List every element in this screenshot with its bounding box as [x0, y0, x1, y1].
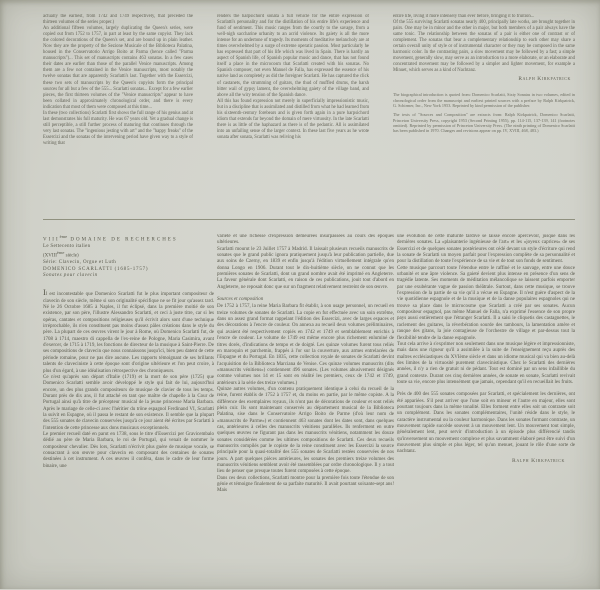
- french-column-3: [397, 234, 575, 590]
- credit-note: The texts of "Sources and Composition" are extracts from: Ralph Kirkpatrick, Domenico Scarlatti, Princeton University Press, copyright 1953 (Second Printing 1955), pp. 114-115, 137-139, 141 (footnotes omitted). Reprinted by permission of Princeton University Press. (The ninth printing of Domenico Scarlatti has been published in 1970. Changes and revisions appear on pp. IV, XVIII, 468, 483.): [393, 112, 575, 134]
- page-title: Le Settecento italien: [43, 244, 91, 249]
- french-column-2: [217, 234, 394, 590]
- author-signature: Ralph Kirkpatrick: [518, 76, 571, 83]
- credit-note: The biographical introduction is quoted from: Domenico Scarlatti, Sixty Sonatas in two volumes, edited in chronological order from the manuscript and earliest printed sources with a preface by Ralph Kirkpatrick, G. Schirmer, Inc., New York 1953. Reprinted by kind permission of the publisher.: [393, 92, 575, 109]
- french-paragraph: Ce n'est qu'après son départ d'Italie (1719) et la mort de son père (1725) que Domenico Scarlatti semble avoir développé le style qui fait de lui, aujourd'hui encore, un des plus grands compositeurs de musique de clavier de tous les temps. Durant près de dix ans, il fut attaché en tant que maître de chapelle à la Cour de Portugal ainsi qu'à titre de précepteur musical de la jeune princesse Maria Barbara. Après le mariage de celle-ci avec l'héritier du trône espagnol Ferdinand VI, Scarlatti la suivit en Espagne, où il passa le restant de son existence. Il semble que la plupart des 555 sonates de clavecin conservées jusqu'à ce jour aient été écrites par Scarlatti à l'intention de cette princesse aux dons musicaux exceptionnels.: [43, 374, 214, 431]
- english-paragraph: In these (two collections) Scarlatti first shows the full range of his genius and at last demonstrates his full maturity. He was 67 years old. Yet a gradual change is still perceptible, a still further process of maturing that continues through the very last sonatas. The "ingenious jesting with art" and the "happy freaks" of the Essercizi and the sonatas of the intervening period have given way to a style of writing that: [43, 110, 193, 146]
- french-paragraph: Tout cela arrive à s'exprimer non seulement dans une musique légère et impressionniste, mais dans une rigueur qu'il a assimilée à la suite de l'enseignement reçu auprès des maîtres ecclésiastiques du XVIème siècle et dans un idiome musical qui va bien au-delà des limites de la virtuosité purement clavecinistique. Chez le Scarlatti des dernières années, il n'y a rien de gratuit ni de pédant. Tout est dominé par un sens infaillible du grand contexte. Durant ces cinq dernières années, de sonate en sonate, Scarlatti revivait toute sa vie, encore plus intensément que jamais, cependant qu'il en recueillait les fruits.: [397, 341, 575, 385]
- english-column-2: [217, 14, 369, 198]
- english-section: [43, 14, 575, 198]
- section-divider-rule: [43, 219, 575, 220]
- french-paragraph: De 1752 à 1757, la reine Maria Barbara fit établir, à son usage personnel, un recueil en treize volumes de sonates de Scarlatti. La copie en fut effectuée avec un soin extrême, dans un assez grand format rappelant l'édition des Essercizi, avec de larges espaces et des décorations à l'encre de couleur. On annexa au recueil deux volumes préliminaires, qui avaient été respectivement copiés en 1742 et 1749 et semblablement enrichis à l'encre de couleur. Le volume de 1749 est même encore plus richement enluminé de titres dorés, d'indications de tempo et de doigté. Les quinze volumes furent tous reliés en maroquin et parchemin, frappés à l'or sur la couverture, aux armes entrelacées de l'Espagne et du Portugal. En 1835, cette collection royale de sonates de Scarlatti devint l'acquisition de la Biblioteca Marciana de Venise. Ces quinze volumes manuscrits (dits «manuscrits vénitiens») contiennent 496 sonates. (Les volumes abusivement désignés comme volumes nos 14 et 15 sont en réalité les premiers, ceux de 1742 et 1749, antérieurs à la série des treize volumes.): [217, 304, 394, 386]
- english-paragraph: Of the 555 surviving Scarlatti sonatas nearly 400, principally late works, are brought together in pairs. One may be in minor and the other in major, but both members of a pair always have the same tonic. The relationship between the sonatas of a pair is either one of contrast or of complement. The sonatas that bear a complementary relationship to each other may share a certain overall unity of style or of instrumental character or they may be composed in the same harmonic color. In the contrasting pairs, a slow movement may be followed by a fast; a simple movement, generally slow, may serve as an introduction to a more elaborate, or an elaborate and concentrated movement may be followed by a simpler and lighter movement, for example a Minuet, which serves as a kind of Nachtanz.: [393, 20, 575, 74]
- french-column-1-body: [43, 289, 214, 470]
- sources-subheading: Sources et composition: [217, 297, 264, 303]
- french-paragraph: Cette musique parcourt toute l'étendue entre le raffiné et le sauvage, entre une douce urbanité et une âpre violence. Sa gaieté devient plus intense en présence d'un sens de tragédie latente. Ses moments de méditation mélancolique se laissent parfois emporter par une exubérante vague de passion théâtrale. Surtout, dans cette musique, se trouve l'expression de la partie de sa vie qu'il a vécue en Espagne. Il n'est guère d'aspect de la vie quotidienne espagnole et de la musique et de la danse populaires espagnoles qui ne trouve sa place dans le microcosme que Scarlatti a créé par ses sonates. Aucun compositeur espagnol, pas même Manuel de Falla, n'a exprimé l'essence de son propre pays aussi entièrement que l'étranger Scarlatti. Il a saisi le cliquetis des castagnettes, le raclement des guitares, la réverbération sourde des tambours, la lamentation amère et rauque des gitans, la joie contagieuse de l'orchestre de village et par-dessus tout la flexibilité tendre de la danse espagnole.: [397, 265, 575, 341]
- english-paragraph: actually the earliest, from 1742 and 1749 respectively, that preceded the thirteen volumes of the series proper.): [43, 14, 193, 26]
- work-title: Sonates pour clavecin: [43, 273, 98, 279]
- french-paragraph: Quinze autres volumes, d'un contenu pratiquement identique à celui du recueil de la reine, furent établis de 1752 à 1757 et, du moins en partie, par le même copiste. A la différence des exemplaires royaux, ils n'ont pas de décorations de couleur et sont reliés plein cuir. Ils sont maintenant conservés au département musical de la Biblioteca Palatina, sise dans le Conservatoire Arrigo Boito de Parme (d'où leur nom de «manuscrits de Parme») et contiennent 463 sonates dont les dates sont, dans quelques cas, antérieures à celles des manuscrits vénitiens parallèles. Ils renferment en outre quelques œuvres ne figurant pas dans les manuscrits vénitiens, notamment les douze sonates considérées comme les ultimes compositions de Scarlatti. Ces deux recueils manuscrits compilés par le copiste de la reine constituent avec les Essercizi la source principale pour la quasi-totalité des 555 sonates de Scarlatti restées conservées de nos jours. A part quelques pièces antérieures, les sonates des premiers treize volumes des manuscrits vénitiens semblent avoir été rassemblées par ordre chronologique. Il y a tout lieu de penser que presque toutes furent composées à cette époque.: [217, 386, 394, 475]
- author-signature: Ralph Kirkpatrick: [511, 457, 565, 464]
- french-paragraph: une évolution de cette maturité tardive se laisse encore apercevoir, jusque dans les dernières sonates. La «plaisanterie ingénieuse de l'art» et les «joyeux caprices» de ses Essercizi et de quelques sonates postérieures ont cédé devant un style d'écriture qui rend la sonate de Scarlatti un moyen parfait pour l'expression complète de sa personnalité et pour la distillation de toute l'expérience de sa vie et de tout son fonds de sentiment.: [397, 234, 575, 265]
- french-section: [43, 234, 575, 590]
- english-paragraph: entire life, living it more intensely than ever before, bringing it to fruition...: [393, 14, 535, 19]
- english-paragraph: An additional fifteen volumes, largely duplicating the Queen's series, were copied out from 1752 to 1757, in part at least by the same copyist. They lack the colored decorations of the Queen's set, and are bound up in plain leather. Now they are the property of the Sezione Musicale of the Biblioteca Palatina, housed in the Conservatorio Arrigo Boito at Parma (hence called "Parma manuscripts")... This set of manuscripts contains 463 sonatas. In a few cases their dates are earlier than those of the parallel Venice manuscripts. Among them are a few not contained in the Venice manuscripts, most notably the twelve sonatas that are apparently Scarlatti's last. Together with the Essercizi, these two sets of manuscripts by the Queen's copyists form the principal sources for all but a few of the 555... Scarlatti sonatas... Except for a few earlier pieces, the first thirteen volumes of the "Venice manuscripts" appear to have been collated in approximately chronological order, and there is every indication that most of them were composed at this time...: [43, 26, 193, 110]
- french-column-1: [43, 234, 214, 590]
- liner-notes-page: [43, 14, 575, 590]
- composer-name: DOMENICO SCARLATTI (1685-1757): [43, 266, 149, 272]
- french-paragraph: Le premier recueil daté en parut en 1738, sous le titre d'Essercizi per Gravicembalo dédié au père de Maria Barbara, le roi de Portugal, qui venait de nommer le compositeur chevalier. Dès lors, Scarlatti n'écrivit plus guère de musique vocale, se consacrant à son œuvre pour clavecin en composant des centaines de sonates destinées à cet instrument. A ces œuvres il conféra, dans le cadre de leur forme binaire, une: [43, 431, 214, 469]
- french-paragraph: Près de 400 des 555 sonates composées par Scarlatti, et spécialement les dernières, ont été appariées. S'il peut arriver que l'une soit en mineur et l'autre en majeur, elles sont pourtant toujours dans la même tonalité. Elles forment entre elles soit un contraste soit un complément. Dans les sonates complémentaires, l'unité réside dans le style, le caractère instrumental ou la couleur harmonique. Dans les sonates formant contraste, un mouvement rapide succède souvent à un mouvement lent. Un mouvement tout simple, généralement lent, peut servir d'introduction à un épisode plus différencié tandis qu'inversement un mouvement complexe et plus savamment élaboré peut être suivi d'un mouvement plus simple et plus léger, tel qu'un menuet, jouant le rôle d'une sorte de nachtanz.: [397, 392, 575, 455]
- series-domain-line: VIIIème DOMAINE DE RECHERCHES: [43, 234, 178, 243]
- french-paragraph: Il est incontestable que Domenico Scarlatti fut le plus important compositeur de clavecin de son siècle, même si son originalité spécifique ne se fit jour qu'assez tard. Né le 26 Octobre 1685 à Naples, il fut éclipsé, dans la première moitié de son existence, par son père, l'illustre Alessandro Scarlatti, et ceci à juste titre, car si les opéras, cantates et compositions religieuses qu'il écrivit alors sont d'une technique irréprochable, ils n'en constituent pas moins d'assez pâles créations dans le style du père. La plupart de ces œuvres virent le jour à Rome, où Domenico Scarlatti fut, de 1708 à 1714, maestro di cappella de l'ex-reine de Pologne, Maria Casimira, avant d'exercer, de 1715 à 1719, les fonctions de directeur de la musique à Saint-Pierre. De ses compositions de clavecin que nous connaissons jusqu'ici, bien peu datent de cette période romaine, pour ne pas dire aucune. Les rapports témoignant de ses brillants talents de claveciniste à cette époque sont d'origine ultérieure et l'on peut croire, à plus d'un égard, à une idéalisation rétrospective des chroniqueurs.: [43, 287, 214, 374]
- credits-block: [393, 92, 575, 133]
- english-paragraph: All this has found expression not merely in superficially impressionistic music, but in a discipline that is assimilated and distilled from what he had learned from his sixteenth-century forebears and is given forth again in a pure harpsichord idiom that extends far beyond the domain of mere virtuosity. In the late Scarlatti there is as little of the haphazard as there is of the pedantic. All is assimilated into an unfailing sense of the larger context. In these last five years as he wrote sonata after sonata, Scarlatti was reliving his: [217, 98, 369, 140]
- english-column-1: [43, 14, 193, 198]
- title-block: [43, 234, 214, 279]
- english-column-3: [393, 14, 575, 198]
- french-paragraph: Scarlatti mourut le 23 Juillet 1757 à Madrid. Il laissait plusieurs recueils manuscrits de sonates que le grand public ignora pratiquement jusqu'à leur publication partielle, due aux soins de Czerny, en 1839 et enfin jusqu'à l'édition virtuellement intégrale qu'en donna Longo en 1906. Durant tout le dix-huitième siècle, on ne connut que les premières sonates de Scarlatti, dont un grand nombre avait été imprimé en Angleterre. La faveur générale dont Scarlatti, en raison de ces publications, jouit tout d'abord en Angleterre, ne reposait donc que sur un fragment relativement restreint de son œuvre.: [217, 246, 394, 290]
- french-paragraph: Dans ces deux collections, Scarlatti montre pour la première fois toute l'étendue de son génie et témoigne finalement de sa parfaite maturité. Il avait pourtant soixante-sept ans! Mais: [217, 475, 394, 494]
- page-subtitle: (XVIIIème siècle): [43, 250, 79, 259]
- french-paragraph: variété et une richesse d'expression demeurées insurpassées au cours des époques ultérieures.: [217, 234, 394, 246]
- series-instruments-line: Série: Clavecin, Orgue et Luth: [43, 260, 117, 266]
- english-paragraph: renders the harpsichord sonata a full vehicle for the entire expression of Scarlatti's personality and for the distillation of his entire life's experience and fund of sentiment. This music ranges from the courtly to the savage, from a well-nigh saccharine urbanity to an acrid violence. Its gaiety is all the more intense for an undertone of tragedy. Its moments of meditative melancholy are at times overwhelmed by a surge of extreme operatic passion. Most particularly he has expressed that part of his life which was lived in Spain. There is hardly an aspect of Spanish life, of Spanish popular music and dance, that has not found itself a place in the microcosm that Scarlatti created with his sonatas. No Spanish composer, not even Manuel de Falla, has expressed the essence of his native land as completely as did the foreigner Scarlatti. He has captured the click of castanets, the strumming of guitars, the thud of muffled drums, the harsh bitter wail of gypsy lament, the overwhelming gaiety of the village band, and above all the wiry tension of the Spanish dance.: [217, 14, 369, 98]
